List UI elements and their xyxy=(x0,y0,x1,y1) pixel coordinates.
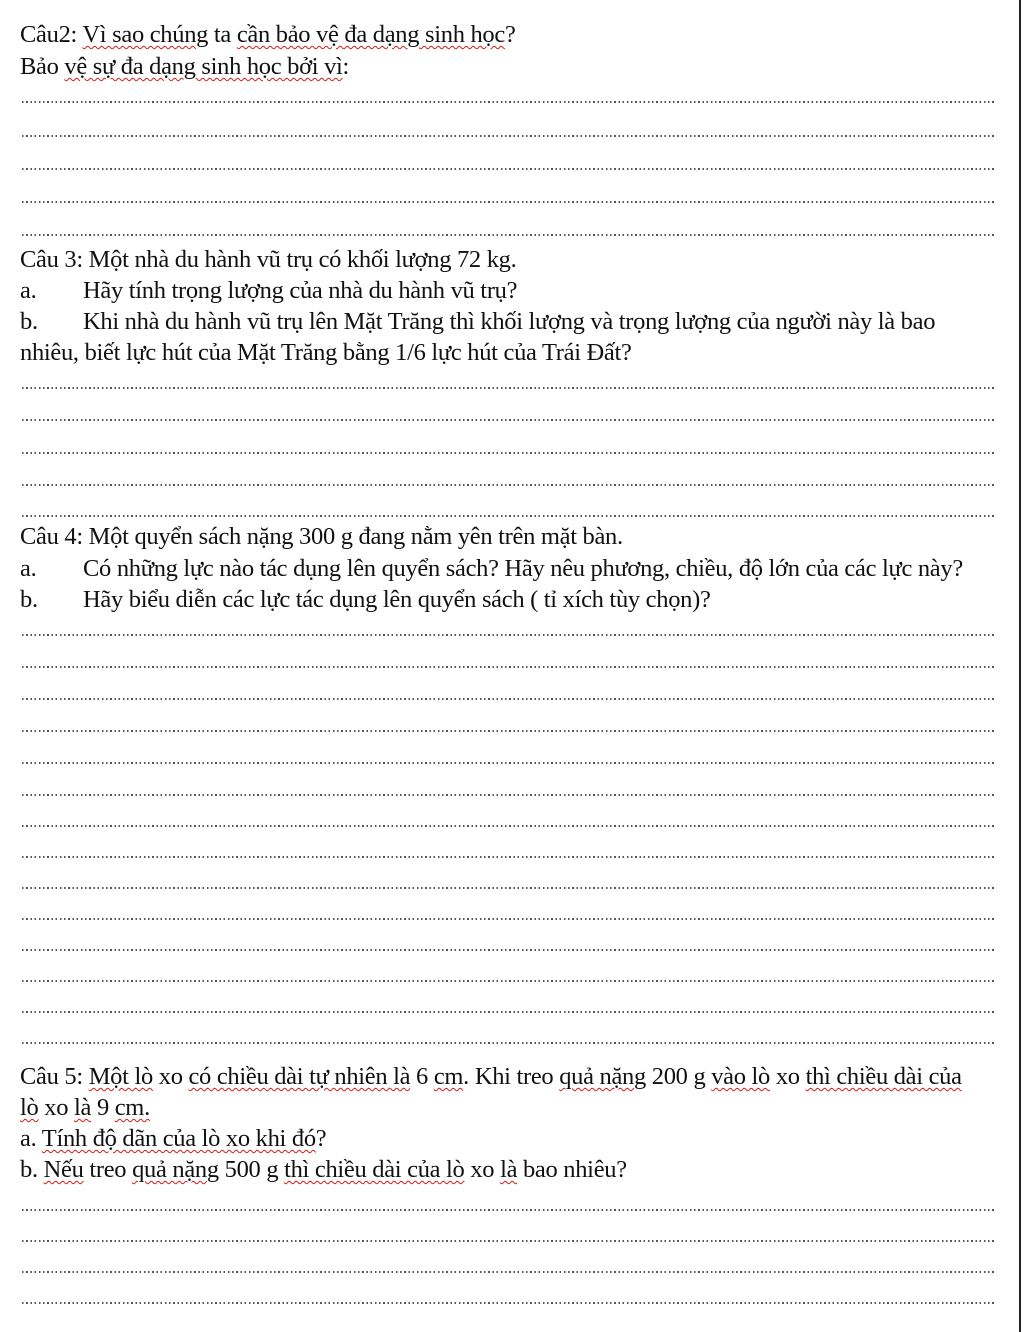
q3-answer-line xyxy=(22,387,994,389)
q3-answer-line xyxy=(22,452,994,454)
q3-answer-line xyxy=(22,419,994,421)
q5-answer-line xyxy=(22,1240,994,1242)
q2-answer-prompt: Bảo vệ sự đa dạng sinh học bởi vì: xyxy=(20,53,350,80)
q4-part-b: b. Hãy biểu diễn các lực tác dụng lên quyển sách ( tỉ xích tùy chọn)? xyxy=(20,586,711,613)
q4-answer-line xyxy=(22,887,994,889)
q4-answer-line xyxy=(22,762,994,764)
q5-title-continued: lò xo là 9 cm. xyxy=(20,1094,150,1121)
q3-part-b-continued: nhiêu, biết lực hút của Mặt Trăng bằng 1/6 lực hút của Trái Đất? xyxy=(20,339,632,366)
q3-answer-line xyxy=(22,515,994,517)
q4-answer-line xyxy=(22,666,994,668)
q4-title: Câu 4: Một quyển sách nặng 300 g đang nằm yên trên mặt bàn. xyxy=(20,523,623,550)
q4-answer-line xyxy=(22,949,994,951)
q4-answer-line xyxy=(22,918,994,920)
q2-title: Câu2: Vì sao chúng ta cần bảo vệ đa dạng sinh học? xyxy=(20,21,516,48)
q4-answer-line xyxy=(22,730,994,732)
q4-answer-line xyxy=(22,825,994,827)
q4-answer-line xyxy=(22,634,994,636)
q4-answer-line xyxy=(22,1042,994,1044)
q3-answer-line xyxy=(22,484,994,486)
q2-answer-line xyxy=(22,234,994,236)
q2-answer-line xyxy=(22,101,994,103)
q4-answer-line xyxy=(22,856,994,858)
q4-answer-line xyxy=(22,980,994,982)
q2-answer-line xyxy=(22,135,994,137)
q5-answer-line xyxy=(22,1302,994,1304)
q2-answer-line xyxy=(22,201,994,203)
q4-answer-line xyxy=(22,794,994,796)
q2-answer-line xyxy=(22,168,994,170)
q5-answer-line xyxy=(22,1209,994,1211)
q5-part-a: a. Tính độ dãn của lò xo khi đó? xyxy=(20,1125,327,1152)
q3-part-b: b. Khi nhà du hành vũ trụ lên Mặt Trăng thì khối lượng và trọng lượng của người này là bao xyxy=(20,308,936,335)
q3-title: Câu 3: Một nhà du hành vũ trụ có khối lượng 72 kg. xyxy=(20,246,517,273)
q4-part-a: a. Có những lực nào tác dụng lên quyển sách? Hãy nêu phương, chiều, độ lớn của các lực này? xyxy=(20,555,963,582)
q5-title: Câu 5: Một lò xo có chiều dài tự nhiên là 6 cm. Khi treo quả nặng 200 g vào lò xo thì chiều dài của xyxy=(20,1063,962,1090)
q4-answer-line xyxy=(22,698,994,700)
q5-answer-line xyxy=(22,1271,994,1273)
q4-answer-line xyxy=(22,1011,994,1013)
q5-part-b: b. Nếu treo quả nặng 500 g thì chiều dài của lò xo là bao nhiêu? xyxy=(20,1156,627,1183)
q3-part-a: a. Hãy tính trọng lượng của nhà du hành vũ trụ? xyxy=(20,277,518,304)
